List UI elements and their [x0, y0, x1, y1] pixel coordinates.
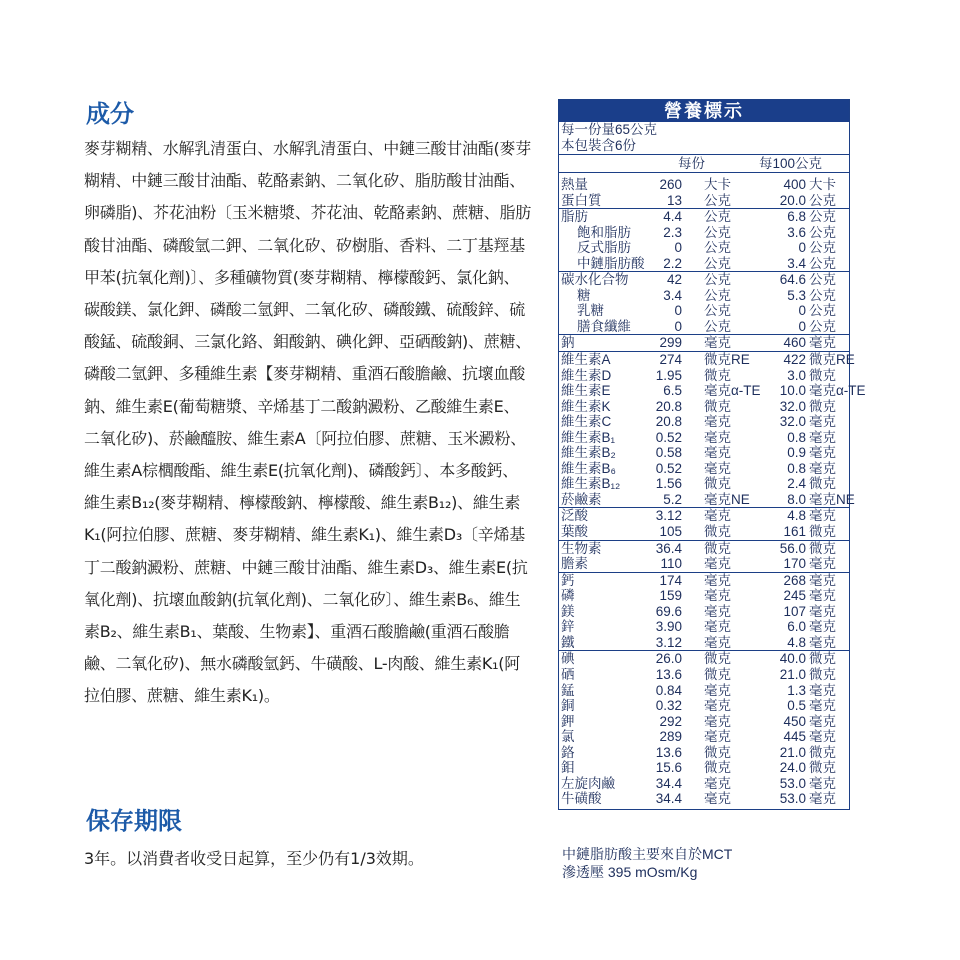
- nutrient-row: [559, 303, 849, 319]
- per-100g-unit: 大卡: [809, 177, 836, 192]
- per-serving-unit: 毫克: [704, 508, 731, 524]
- per-100g-unit: 毫克: [809, 508, 836, 524]
- per-100g-unit: 公克: [809, 303, 836, 319]
- per-100g-unit: 微克: [809, 666, 836, 682]
- per-serving-value: 289: [659, 729, 682, 745]
- nutrient-row: [559, 351, 855, 368]
- nutrient-name: 葉酸: [561, 524, 588, 540]
- per-serving-value: 13: [666, 192, 682, 208]
- nutrient-name: 維生素C: [561, 414, 612, 430]
- per-serving-unit: 公克: [704, 240, 731, 256]
- per-100g-value: 0.8: [787, 429, 806, 445]
- per-100g-unit: 毫克: [809, 791, 836, 807]
- per-100g-value: 161: [783, 524, 806, 540]
- shelf-life-title: 保存期限: [86, 807, 182, 835]
- per-serving-value: 13.6: [655, 666, 682, 682]
- per-100g-unit: 毫克: [809, 414, 836, 430]
- nutrient-row: [559, 461, 849, 477]
- per-serving-value: 36.4: [655, 540, 682, 556]
- per-serving-unit: 毫克: [704, 414, 731, 430]
- nutrient-name: 泛酸: [561, 508, 588, 524]
- per-100g-unit: 毫克: [809, 556, 836, 572]
- per-100g-value: 0.5: [787, 698, 806, 714]
- nutrient-name: 碘: [561, 651, 575, 667]
- per-serving-value: 0: [674, 303, 682, 319]
- nutrient-row: [559, 760, 849, 776]
- per-100g-unit: 毫克: [809, 729, 836, 745]
- nutrient-name: 磷: [561, 588, 575, 604]
- per-100g-unit: 毫克: [809, 775, 836, 791]
- nutrient-row: [559, 588, 849, 604]
- per-100g-unit: 公克: [809, 255, 836, 271]
- nutrient-name: 鐵: [561, 634, 575, 650]
- per-serving-unit: 毫克NE: [704, 491, 750, 507]
- per-serving-unit: 微克: [704, 367, 731, 383]
- per-serving-unit: 微克: [704, 744, 731, 760]
- col-per-100g: 每100公克: [759, 156, 823, 171]
- nutrient-row: [559, 445, 849, 461]
- per-serving-unit: 毫克: [704, 682, 731, 698]
- per-100g-value: 56.0: [779, 540, 806, 556]
- per-serving-value: 274: [659, 352, 682, 368]
- per-100g-value: 400: [783, 177, 806, 192]
- per-serving-unit: 微克: [704, 760, 731, 776]
- per-serving-unit: 毫克: [704, 729, 731, 745]
- per-serving-unit: 公克: [704, 287, 731, 303]
- mct-note: 中鏈脂肪酸主要來自於MCT: [562, 846, 733, 862]
- per-100g-value: 450: [783, 713, 806, 729]
- per-serving-unit: 毫克: [704, 791, 731, 807]
- nutrient-row: [559, 698, 849, 714]
- per-serving-unit: 公克: [704, 318, 731, 334]
- nutrient-row: [559, 208, 849, 225]
- nutrient-row: [559, 383, 866, 399]
- per-100g-value: 1.3: [787, 682, 806, 698]
- nutrient-name: 維生素B₆: [561, 460, 616, 476]
- nutrient-row: [559, 729, 849, 745]
- per-100g-unit: 毫克: [809, 429, 836, 445]
- per-serving-unit: 公克: [704, 209, 731, 225]
- nutrient-name: 牛磺酸: [561, 791, 602, 807]
- nutrient-row: [559, 256, 849, 272]
- per-serving-value: 20.8: [655, 398, 682, 414]
- per-100g-unit: 公克: [809, 224, 836, 240]
- per-serving-unit: 毫克: [704, 335, 731, 351]
- per-serving-unit: 微克RE: [704, 352, 750, 368]
- nutrient-name: 膳食纖維: [577, 318, 631, 334]
- per-100g-value: 8.0: [787, 491, 806, 507]
- per-serving-unit: 毫克: [704, 713, 731, 729]
- per-serving-value: 1.95: [655, 367, 682, 383]
- nutrient-row: [559, 556, 849, 572]
- nutrient-row: [559, 667, 849, 683]
- nutrient-name: 維生素B₂: [561, 445, 616, 461]
- per-100g-value: 2.4: [787, 476, 806, 492]
- per-100g-value: 3.0: [787, 367, 806, 383]
- nutrient-row: [559, 635, 849, 651]
- nutrient-name: 左旋肉鹼: [561, 775, 615, 791]
- per-100g-value: 5.3: [787, 287, 806, 303]
- per-100g-unit: 毫克: [809, 713, 836, 729]
- nutrient-name: 銅: [561, 698, 575, 714]
- nutrient-row: [559, 225, 849, 241]
- nutrient-name: 維生素K: [561, 398, 611, 414]
- per-serving-unit: 毫克α-TE: [704, 383, 761, 399]
- per-100g-value: 245: [783, 588, 806, 604]
- per-serving-unit: 毫克: [704, 619, 731, 635]
- per-100g-unit: 毫克: [809, 588, 836, 604]
- per-100g-value: 20.0: [779, 192, 806, 208]
- per-100g-value: 4.8: [787, 634, 806, 650]
- nutrient-name: 糖: [577, 287, 591, 303]
- per-100g-unit: 公克: [809, 318, 836, 334]
- per-100g-unit: 公克: [809, 272, 836, 288]
- nutrient-name: 鎂: [561, 603, 575, 619]
- per-serving-unit: 毫克: [704, 429, 731, 445]
- per-100g-value: 4.8: [787, 508, 806, 524]
- per-serving-unit: 微克: [704, 540, 731, 556]
- per-100g-unit: 毫克: [809, 572, 836, 588]
- per-100g-value: 6.8: [787, 209, 806, 225]
- per-100g-value: 0: [798, 240, 806, 256]
- per-serving-value: 2.3: [663, 224, 682, 240]
- col-per-serving: 每份: [678, 156, 705, 171]
- nutrient-row: [559, 334, 849, 351]
- per-100g-value: 107: [783, 603, 806, 619]
- nutrient-name: 鋅: [561, 619, 575, 635]
- nutrient-row: [559, 572, 849, 589]
- per-100g-unit: 毫克α-TE: [809, 383, 866, 399]
- per-serving-value: 0.52: [655, 460, 682, 476]
- nutrient-name: 維生素D: [561, 367, 612, 383]
- per-serving-value: 34.4: [655, 775, 682, 791]
- nutrition-facts-panel: [558, 99, 866, 810]
- per-serving-unit: 微克: [704, 524, 731, 540]
- nutrient-name: 硒: [561, 666, 575, 682]
- per-serving-unit: 毫克: [704, 445, 731, 461]
- per-serving-value: 26.0: [655, 651, 682, 667]
- per-serving-value: 13.6: [655, 744, 682, 760]
- per-serving-unit: 微克: [704, 651, 731, 667]
- per-100g-value: 32.0: [779, 414, 806, 430]
- nutrient-name: 鉻: [561, 744, 575, 760]
- nutrient-row: [559, 619, 849, 635]
- nutrient-rows: [559, 173, 866, 809]
- per-serving-value: 15.6: [655, 760, 682, 776]
- nutrient-name: 錳: [561, 682, 575, 698]
- per-100g-value: 64.6: [779, 272, 806, 288]
- per-serving-unit: 公克: [704, 303, 731, 319]
- per-serving-value: 4.4: [663, 209, 682, 225]
- nutrient-name: 生物素: [561, 540, 602, 556]
- nutrient-row: [559, 745, 849, 761]
- per-serving-value: 0: [674, 240, 682, 256]
- per-100g-value: 53.0: [779, 775, 806, 791]
- nutrient-name: 維生素B₁: [561, 429, 616, 445]
- per-serving-value: 3.4: [663, 287, 682, 303]
- nutrient-name: 鈣: [561, 572, 575, 588]
- nutrient-name: 菸鹼素: [561, 491, 602, 507]
- nutrient-row: [559, 683, 849, 699]
- nutrient-row: [559, 414, 849, 430]
- per-100g-value: 10.0: [779, 383, 806, 399]
- nutrient-row: [559, 240, 849, 256]
- nutrient-name: 脂肪: [561, 209, 588, 225]
- nutrient-name: 維生素B₁₂: [561, 476, 621, 492]
- nutrient-row: [559, 776, 849, 792]
- per-100g-unit: 毫克: [809, 634, 836, 650]
- per-100g-value: 53.0: [779, 791, 806, 807]
- per-serving-value: 159: [659, 588, 682, 604]
- per-serving-unit: 毫克: [704, 775, 731, 791]
- nutrient-name: 中鏈脂肪酸: [577, 255, 645, 271]
- per-serving-value: 3.90: [655, 619, 682, 635]
- nutrient-row: [559, 604, 849, 620]
- per-100g-unit: 微克: [809, 476, 836, 492]
- nutrition-notes: [562, 845, 732, 881]
- nutrient-row: [559, 177, 849, 193]
- per-100g-value: 0.8: [787, 460, 806, 476]
- nutrient-row: [559, 368, 849, 384]
- per-100g-value: 170: [783, 556, 806, 572]
- per-serving-unit: 毫克: [704, 572, 731, 588]
- per-serving-value: 20.8: [655, 414, 682, 430]
- nutrient-name: 蛋白質: [561, 192, 602, 208]
- per-100g-unit: 毫克: [809, 698, 836, 714]
- per-serving-value: 0.32: [655, 698, 682, 714]
- per-100g-value: 21.0: [779, 666, 806, 682]
- nutrient-row: [559, 193, 849, 209]
- nutrient-row: [559, 319, 849, 335]
- per-100g-value: 445: [783, 729, 806, 745]
- nutrient-name: 熱量: [561, 177, 588, 192]
- per-100g-unit: 微克: [809, 651, 836, 667]
- nutrient-name: 氯: [561, 729, 575, 745]
- per-100g-unit: 微克: [809, 398, 836, 414]
- per-serving-value: 0.58: [655, 445, 682, 461]
- nutrient-row: [559, 430, 849, 446]
- nutrient-row: [559, 714, 849, 730]
- per-serving-value: 174: [659, 572, 682, 588]
- per-100g-value: 3.6: [787, 224, 806, 240]
- per-serving-unit: 公克: [704, 272, 731, 288]
- per-100g-unit: 公克: [809, 287, 836, 303]
- per-serving-value: 5.2: [663, 491, 682, 507]
- per-serving-unit: 大卡: [704, 177, 731, 192]
- nutrient-name: 維生素A: [561, 352, 611, 368]
- per-100g-value: 3.4: [787, 255, 806, 271]
- per-serving-unit: 微克: [704, 476, 731, 492]
- per-serving-value: 6.5: [663, 383, 682, 399]
- per-100g-value: 0: [798, 318, 806, 334]
- per-100g-value: 0.9: [787, 445, 806, 461]
- nutrient-row: [559, 791, 849, 807]
- per-serving-value: 0.84: [655, 682, 682, 698]
- per-serving-value: 1.56: [655, 476, 682, 492]
- nutrient-name: 飽和脂肪: [577, 224, 631, 240]
- per-serving-value: 292: [659, 713, 682, 729]
- nutrient-name: 反式脂肪: [577, 240, 631, 256]
- per-100g-unit: 微克: [809, 540, 836, 556]
- per-100g-unit: 微克: [809, 744, 836, 760]
- nutrient-row: [559, 650, 849, 667]
- per-100g-unit: 毫克: [809, 682, 836, 698]
- per-100g-unit: 微克: [809, 367, 836, 383]
- nutrient-row: [559, 540, 849, 557]
- per-100g-value: 21.0: [779, 744, 806, 760]
- per-100g-value: 32.0: [779, 398, 806, 414]
- nutrient-row: [559, 491, 855, 508]
- nutrient-name: 膽素: [561, 556, 588, 572]
- nutrient-row: [559, 524, 849, 540]
- per-100g-value: 268: [783, 572, 806, 588]
- per-serving-unit: 微克: [704, 666, 731, 682]
- per-serving-value: 2.2: [663, 255, 682, 271]
- per-serving-unit: 毫克: [704, 460, 731, 476]
- per-serving-unit: 公克: [704, 255, 731, 271]
- nutrient-name: 維生素E: [561, 383, 611, 399]
- nutrient-name: 乳糖: [577, 303, 604, 319]
- nutrient-row: [559, 476, 849, 492]
- serving-size: 每一份量65公克: [561, 122, 658, 137]
- per-100g-unit: 毫克: [809, 335, 836, 351]
- shelf-life-text: 3年。以消費者收受日起算，至少仍有1/3效期。: [84, 849, 424, 868]
- nutrient-name: 鉀: [561, 713, 575, 729]
- per-serving-value: 299: [659, 335, 682, 351]
- per-serving-value: 260: [659, 177, 682, 192]
- nutrition-header: 營養標示: [559, 100, 849, 122]
- per-100g-value: 0: [798, 303, 806, 319]
- per-100g-unit: 微克RE: [809, 352, 855, 368]
- per-serving-unit: 公克: [704, 192, 731, 208]
- ingredients-title: 成分: [86, 100, 134, 128]
- per-serving-value: 3.12: [655, 508, 682, 524]
- per-100g-unit: 公克: [809, 209, 836, 225]
- per-100g-unit: 毫克NE: [809, 491, 855, 507]
- per-serving-unit: 毫克: [704, 698, 731, 714]
- per-100g-unit: 毫克: [809, 619, 836, 635]
- ingredients-text: 麥芽糊精、水解乳清蛋白、水解乳清蛋白、中鏈三酸甘油酯(麥芽糊精、中鏈三酸甘油酯、乾酪素鈉、二氧化矽、脂肪酸甘油酯、卵磷脂)、芥花油粉〔玉米糖漿、芥花油、乾酪素鈉、蔗糖、脂肪酸甘油酯、磷酸氫二鉀、二氧化矽、矽樹脂、香料、二丁基羥基甲苯(抗氧化劑)〕、多種礦物質(麥芽糊精、檸檬酸鈣、氯化鈉、碳酸鎂、氯化鉀、磷酸二氫鉀、二氧化矽、磷酸鐵、硫酸鋅、硫酸錳、硫酸銅、三氯化鉻、鉬酸鈉、碘化鉀、亞硒酸鈉)、蔗糖、磷酸二氫鉀、多種維生素【麥芽糊精、重酒石酸膽鹼、抗壞血酸鈉、維生素E(葡萄糖漿、辛烯基丁二酸鈉澱粉、乙酸維生素E、二氧化矽)、菸鹼醯胺、維生素A〔阿拉伯膠、蔗糖、玉米澱粉、維生素A棕櫚酸酯、維生素E(抗氧化劑)、磷酸鈣〕、本多酸鈣、維生素B₁₂(麥芽糊精、檸檬酸鈉、檸檬酸、維生素B₁₂)、維生素K₁(阿拉伯膠、蔗糖、麥芽糊精、維生素K₁)、維生素D₃〔辛烯基丁二酸鈉澱粉、蔗糖、中鏈三酸甘油酯、維生素D₃、維生素E(抗氧化劑)、抗壞血酸鈉(抗氧化劑)、二氧化矽〕、維生素B₆、維生素B₂、維生素B₁、葉酸、生物素】、重酒石酸膽鹼(重酒石酸膽鹼、二氧化矽)、無水磷酸氫鈣、牛磺酸、L-肉酸、維生素K₁(阿拉伯膠、蔗糖、維生素K₁)。: [84, 139, 531, 706]
- per-serving-value: 0: [674, 318, 682, 334]
- per-serving-unit: 毫克: [704, 634, 731, 650]
- column-headers: [559, 154, 849, 173]
- per-serving-value: 69.6: [655, 603, 682, 619]
- per-100g-unit: 微克: [809, 760, 836, 776]
- per-serving-value: 110: [660, 556, 682, 572]
- per-serving-unit: 毫克: [704, 556, 731, 572]
- per-100g-value: 460: [783, 335, 806, 351]
- per-serving-unit: 微克: [704, 398, 731, 414]
- per-100g-unit: 微克: [809, 524, 836, 540]
- per-100g-value: 422: [783, 352, 806, 368]
- nutrient-name: 鈉: [561, 335, 575, 351]
- per-serving-value: 42: [666, 272, 682, 288]
- per-serving-unit: 毫克: [704, 588, 731, 604]
- per-100g-unit: 毫克: [809, 460, 836, 476]
- per-serving-value: 3.12: [655, 634, 682, 650]
- per-100g-value: 24.0: [779, 760, 806, 776]
- servings-per-package: 本包裝含6份: [561, 138, 637, 153]
- per-100g-unit: 毫克: [809, 445, 836, 461]
- per-100g-value: 40.0: [779, 651, 806, 667]
- per-serving-value: 105: [659, 524, 682, 540]
- nutrient-row: [559, 399, 849, 415]
- nutrient-name: 碳水化合物: [561, 272, 629, 288]
- per-serving-unit: 毫克: [704, 603, 731, 619]
- per-serving-value: 0.52: [655, 429, 682, 445]
- nutrient-row: [559, 507, 849, 524]
- per-serving-unit: 公克: [704, 224, 731, 240]
- per-serving-value: 34.4: [655, 791, 682, 807]
- per-100g-unit: 公克: [809, 192, 836, 208]
- per-100g-unit: 毫克: [809, 603, 836, 619]
- nutrient-row: [559, 288, 849, 304]
- nutrient-name: 鉬: [561, 760, 575, 776]
- per-100g-value: 6.0: [787, 619, 806, 635]
- nutrient-row: [559, 271, 849, 288]
- osmolality-note: 滲透壓 395 mOsm/Kg: [562, 864, 698, 880]
- per-100g-unit: 公克: [809, 240, 836, 256]
